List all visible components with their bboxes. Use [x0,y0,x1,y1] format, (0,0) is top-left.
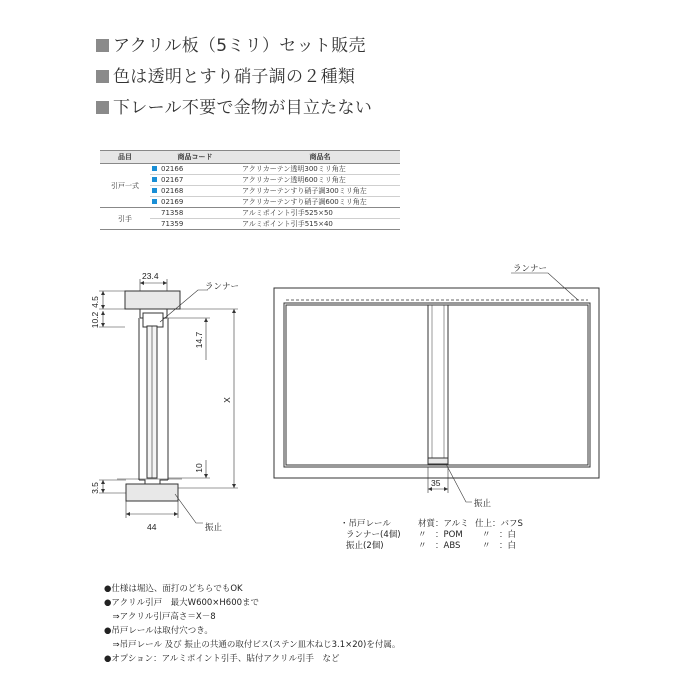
note-line: ⇒吊戸レール 及び 振止の共通の取付ビス(ステン皿木ねじ3.1×20)を付属。 [104,640,401,650]
header-category: 品目 [100,151,150,164]
spec-part: ・吊戸レール [340,519,391,529]
header-name: 商品名 [240,151,400,164]
dim-stop-width: 44 [147,522,157,532]
front-stop-label: 振止 [474,498,492,508]
feature-bullet-1: アクリル板（5ミリ）セット販売 [96,31,366,56]
front-drawing [274,273,599,502]
note-line: ●オプション：アルミポイント引手、貼付アクリル引手 など [104,654,340,664]
stop-piece [428,458,448,464]
stop-label: 振止 [205,522,223,532]
stop-leader [175,494,203,523]
runner-label: ランナー [205,281,240,291]
category-cell: 引戸一式 [100,164,150,208]
header-code: 商品コード [150,151,240,164]
dim-x: X [222,397,232,403]
spec-material: 〃 ：POM [418,530,463,540]
outer-frame [274,288,599,478]
dim-top-width: 23.4 [142,271,159,281]
spec-finish: 仕上：バフS [475,519,523,529]
spec-material: 材質：アルミ [418,519,469,529]
name-cell: アクリカーテン透明600ミリ角左 [240,175,400,186]
code-cell: 71359 [150,219,240,230]
right-panel [448,305,588,465]
dim-stop-height: 3.5 [90,482,100,494]
stop-leader [446,464,472,502]
left-panel [286,305,428,465]
name-cell: アルミポイント引手515×40 [240,219,400,230]
runner-leader [511,273,578,300]
name-cell: アクリカーテンすり硝子調300ミリ角左 [240,186,400,197]
spec-finish: 〃 ：白 [482,530,517,540]
bottom-stop [126,484,178,501]
front-runner-label: ランナー [513,263,548,273]
note-line: ⇒アクリル引戸高さ＝X－8 [104,612,216,622]
name-cell: アクリカーテンすり硝子調600ミリ角左 [240,197,400,208]
code-cell: 02166 [150,164,240,175]
note-line: ●仕様は堀込、面打のどちらでもOK [104,584,243,594]
code-cell: 02167 [150,175,240,186]
dim-gap: 10.2 [90,311,100,329]
name-cell: アルミポイント引手525×50 [240,208,400,219]
name-cell: アクリカーテン透明300ミリ角左 [240,164,400,175]
note-line: ●アクリル引戸 最大W600×H600まで [104,598,260,608]
spec-part: 振止(2個) [346,541,384,551]
code-cell: 02169 [150,197,240,208]
feature-bullet-3: 下レール不要で金物が目立たない [96,93,372,118]
top-rail [125,291,180,309]
dim-bottom-gap: 10 [194,463,204,473]
code-cell: 71358 [150,208,240,219]
category-cell: 引手 [100,208,150,230]
inner-frame [284,303,590,467]
feature-bullet-2: 色は透明とすり硝子調の２種類 [96,62,355,87]
code-cell: 02168 [150,186,240,197]
section-drawing [99,279,238,523]
spec-part: ランナー(4個) [346,530,401,540]
dim-inner: 14.7 [194,331,204,349]
note-line: ●吊戸レールは取付穴つき。 [104,626,213,636]
spec-finish: 〃 ：白 [482,541,517,551]
runner [143,313,163,327]
center-overlap [428,305,448,465]
dim-rail-height: 4.5 [90,296,100,308]
front-dim-stop-width: 35 [431,478,441,488]
spec-material: 〃 ：ABS [418,541,461,551]
